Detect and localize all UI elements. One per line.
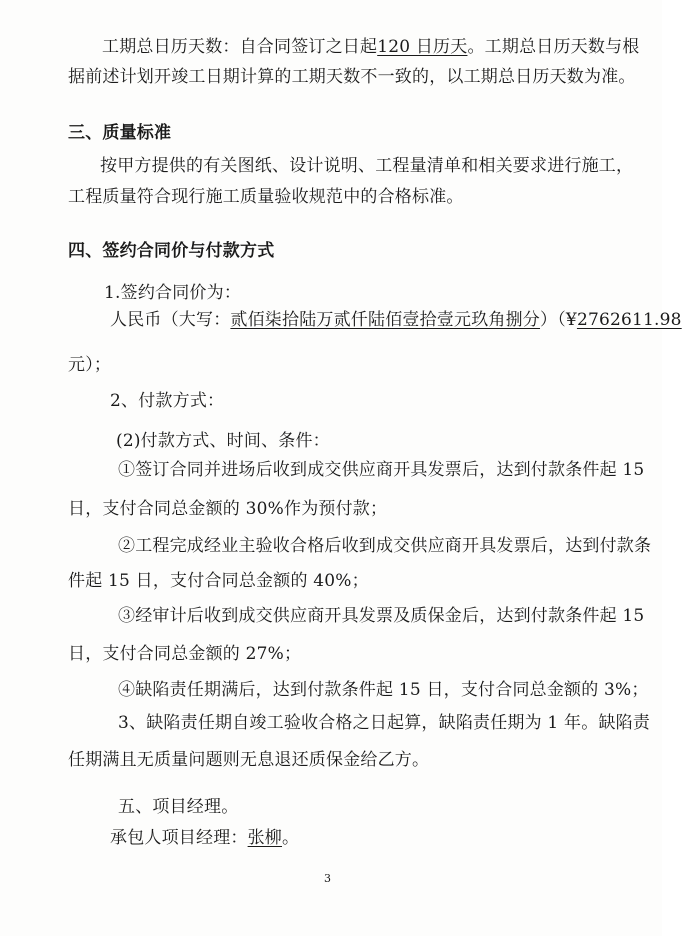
quality-heading: 三、质量标准 [68,123,172,143]
payment-term-1-line-2: 日，支付合同总金额的 30%作为预付款； [68,499,388,519]
payment-term-1-line-1: ①签订合同并进场后收到成交供应商开具发票后，达到付款条件起 15 [118,460,645,480]
payment-term-2-line-1: ②工程完成经业主验收合格后收到成交供应商开具发票后，达到付款条 [118,536,652,556]
duration-days: 120 日历天 [377,37,468,57]
rmb-prefix: 人民币（大写： [110,310,231,330]
payment-term-2-line-2: 件起 15 日，支付合同总金额的 40%； [68,571,369,591]
duration-text: 工期总日历天数：自合同签订之日起 [102,37,378,57]
manager-label: 承包人项目经理： [110,828,248,848]
manager-heading: 五、项目经理。 [118,797,239,817]
defect-liability-line-2: 任期满且无质量问题则无息退还质保金给乙方。 [68,750,430,770]
manager-name: 张柳 [247,828,283,848]
quality-line-2: 工程质量符合现行施工质量验收规范中的合格标准。 [68,187,464,207]
manager-end: 。 [282,828,300,848]
price-heading: 四、签约合同价与付款方式 [68,241,275,261]
contract-price-title: 1.签约合同价为： [104,283,242,303]
payment-subtitle: (2)付款方式、时间、条件： [116,431,330,451]
duration-line-1 [102,36,639,58]
duration-text-suffix: 。工期总日历天数与根 [467,37,640,57]
contract-price-tail: 元）； [68,355,112,375]
payment-term-4-line: ④缺陷责任期满后，达到付款条件起 15 日，支付合同总金额的 3%； [118,680,649,700]
page-number: 3 [324,872,331,885]
rmb-amount-number: 2762611.98 [576,310,682,330]
defect-liability-line-1: 3、缺陷责任期自竣工验收合格之日起算，缺陷责任期为 1 年。缺陷责 [118,713,651,733]
manager-line [110,827,299,849]
payment-method-title: 2、付款方式： [110,391,225,411]
contract-price-line [110,309,682,331]
payment-term-3-line-2: 日，支付合同总金额的 27%； [68,644,302,664]
rmb-mid: ）（¥ [540,310,577,330]
payment-term-3-line-1: ③经审计后收到成交供应商开具发票及质保金后，达到付款条件起 15 [118,606,645,626]
duration-line-2: 据前述计划开竣工日期计算的工期天数不一致的，以工期总日历天数为准。 [68,67,636,87]
quality-line-1: 按甲方提供的有关图纸、设计说明、工程量清单和相关要求进行施工， [100,156,634,176]
rmb-amount-upper: 贰佰柒拾陆万贰仟陆佰壹拾壹元玖角捌分 [230,310,541,330]
